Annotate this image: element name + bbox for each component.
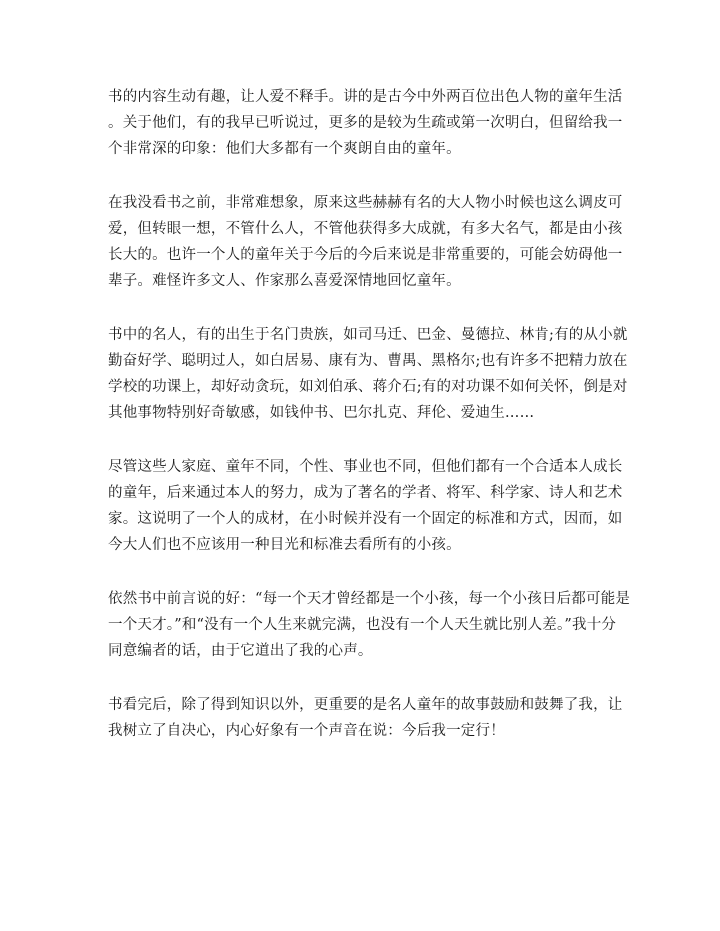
text-line: 书中的名人，有的出生于名门贵族，如司马迁、巴金、曼德拉、林肯;有的从小就: [108, 327, 628, 343]
text-line: 辈子。难怪许多文人、作家那么喜爱深情地回忆童年。: [108, 273, 461, 289]
text-line: 的童年，后来通过本人的努力，成为了著名的学者、将军、科学家、诗人和艺术: [108, 485, 623, 501]
text-line: 今大人们也不应该用一种目光和标准去看所有的小孩。: [108, 537, 461, 553]
paragraph-4: [108, 454, 622, 558]
text-line: 家。这说明了一个人的成材，在小时候并没有一个固定的标准和方式，因而，如: [108, 511, 623, 527]
paragraph-5: [108, 586, 631, 664]
paragraph-2: [108, 190, 622, 294]
text-line: 学校的功课上，却好动贪玩，如刘伯承、蒋介石;有的对功课不如何关怀，倒是对: [108, 379, 628, 395]
text-line: 长大的。也许一个人的童年关于今后的今后来说是非常重要的，可能会妨碍他一: [108, 247, 623, 263]
paragraph-6: [108, 692, 622, 744]
document-body: [108, 84, 631, 772]
paragraph-3: [108, 322, 628, 426]
text-line: 其他事物特别好奇敏感，如钱仲书、巴尔扎克、拜伦、爱迪生……: [108, 405, 535, 421]
text-line: 书的内容生动有趣，让人爱不释手。讲的是古今中外两百位出色人物的童年生活: [108, 89, 623, 105]
text-line: 依然书中前言说的好：“每一个天才曾经都是一个小孩，每一个小孩日后都可能是: [108, 591, 631, 607]
text-line: 个非常深的印象：他们大多都有一个爽朗自由的童年。: [108, 141, 461, 157]
text-line: 。关于他们，有的我早已听说过，更多的是较为生疏或第一次明白，但留给我一: [108, 115, 623, 131]
text-line: 书看完后，除了得到知识以外，更重要的是名人童年的故事鼓励和鼓舞了我，让: [108, 697, 623, 713]
text-line: 一个天才。”和“没有一个人生来就完满，也没有一个人天生就比别人差。”我十分: [108, 617, 617, 633]
text-line: 爱，但转眼一想，不管什么人，不管他获得多大成就，有多大名气，都是由小孩: [108, 221, 623, 237]
text-line: 我树立了自决心，内心好象有一个声音在说：今后我一定行！: [108, 723, 505, 739]
text-line: 勤奋好学、聪明过人，如白居易、康有为、曹禺、黑格尔;也有许多不把精力放在: [108, 353, 628, 369]
text-line: 在我没看书之前，非常难想象，原来这些赫赫有名的大人物小时候也这么调皮可: [108, 195, 623, 211]
paragraph-1: [108, 84, 622, 162]
text-line: 同意编者的话，由于它道出了我的心声。: [108, 643, 373, 659]
text-line: 尽管这些人家庭、童年不同，个性、事业也不同，但他们都有一个合适本人成长: [108, 459, 623, 475]
